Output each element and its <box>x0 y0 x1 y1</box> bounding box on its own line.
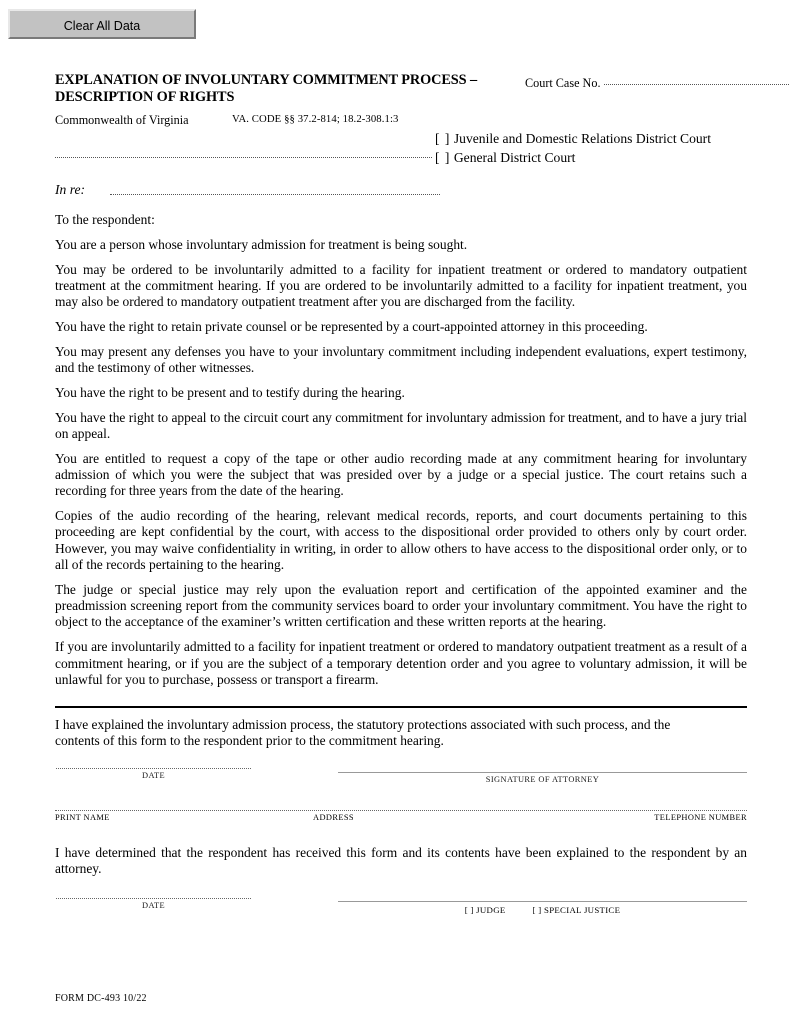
court-case-no-group <box>525 76 800 91</box>
gdc-checkbox[interactable]: [ ] <box>435 149 451 165</box>
judge-attestation-text: I have determined that the respondent has received this form and its contents have been explained to the respondent by an attorney. <box>55 845 747 877</box>
attorney-signature-label: SIGNATURE OF ATTORNEY <box>485 775 600 784</box>
court-case-no-input[interactable] <box>604 84 789 85</box>
in-re-label: In re: <box>55 182 86 197</box>
attorney-contact-labels <box>55 811 747 825</box>
clear-all-data-button[interactable]: Clear All Data <box>8 9 196 39</box>
court-type-gdc[interactable] <box>435 149 711 168</box>
commonwealth-label: Commonwealth of Virginia <box>55 113 189 127</box>
attorney-date-field-group <box>56 768 251 780</box>
jdr-checkbox[interactable]: [ ] <box>435 131 451 146</box>
jdr-label: Juvenile and Domestic Relations District Court <box>453 131 711 146</box>
judge-date-label: DATE <box>142 901 165 910</box>
body-text <box>55 212 747 697</box>
judge-signature-field-group <box>338 901 747 915</box>
body-paragraph: You have the right to appeal to the circuit court any commitment for involuntary admission for treatment, and to have a jury trial on appeal. <box>55 409 747 441</box>
gdc-label: General District Court <box>453 149 576 165</box>
salutation: To the respondent: <box>55 212 155 227</box>
judge-date-field-group <box>56 898 251 910</box>
section-divider <box>55 706 747 708</box>
form-number: FORM DC-493 10/22 <box>55 993 147 1004</box>
body-paragraph: You have the right to retain private counsel or be represented by a court-appointed attorney in this proceeding. <box>55 318 648 334</box>
print-name-label: PRINT NAME <box>55 813 110 822</box>
va-code-citation: VA. CODE §§ 37.2-814; 18.2-308.1:3 <box>232 113 399 125</box>
address-label: ADDRESS <box>313 813 354 822</box>
court-type-group <box>435 130 711 167</box>
special-justice-checkbox[interactable]: [ ] SPECIAL JUSTICE <box>532 905 621 915</box>
attorney-attestation-text: I have explained the involuntary admission process, the statutory protections associated with such process, and the contents of this form to the respondent prior to the commitment hearing. <box>55 717 671 749</box>
body-paragraph: You have the right to be present and to testify during the hearing. <box>55 384 405 400</box>
body-paragraph: Copies of the audio recording of the hearing, relevant medical records, reports, and court documents pertaining to this proceeding are kept confidential by the court, with access to the dispositional order provided to others only by court order. However, you may waive confidentiality in writing, in order to allow others to have access to the dispositional order only, or to all of the records pertaining to the hearing. <box>55 508 747 573</box>
attorney-contact-row <box>55 810 747 825</box>
telephone-number-label: TELEPHONE NUMBER <box>654 813 747 822</box>
judge-checkbox[interactable]: [ ] JUDGE <box>464 905 506 915</box>
body-paragraph: You are entitled to request a copy of the tape or other audio recording made at any commitment hearing for involuntary admission of which you were the subject that was presided over by a judge or a special justice. The court retains such a recording for three years from the date of the hearing. <box>55 450 747 499</box>
judge-role-checkboxes <box>338 902 747 915</box>
court-type-jdr[interactable] <box>435 130 711 149</box>
form-title-line-1: EXPLANATION OF INVOLUNTARY COMMITMENT PROCESS – <box>55 72 477 88</box>
form-title-line-2: DESCRIPTION OF RIGHTS <box>55 89 235 105</box>
in-re-group <box>55 182 440 198</box>
court-name-input[interactable] <box>55 157 432 158</box>
attorney-date-label: DATE <box>142 771 165 780</box>
in-re-input[interactable] <box>110 194 440 195</box>
body-paragraph: If you are involuntarily admitted to a facility for inpatient treatment or ordered to mandatory outpatient treatment as a result of a commitment hearing, or if you are the subject of a temporary detention order and you agree to voluntary admission, it will be unlawful for you to purchase, possess or transport a firearm. <box>55 639 747 687</box>
court-case-no-label: Court Case No. <box>525 76 601 90</box>
form-title <box>55 72 525 106</box>
body-paragraph: You may be ordered to be involuntarily admitted to a facility for inpatient treatment or ordered to mandatory outpatient treatment at the commitment hearing. If you are ordered to be involuntarily admitted to a facility for inpatient treatment, you may also be ordered to mandatory outpatient treatment after you are discharged from the facility. <box>55 261 747 310</box>
body-paragraph: You may present any defenses you have to your involuntary commitment including independent evaluations, expert testimony, and the testimony of other witnesses. <box>55 343 747 376</box>
attorney-signature-field-group <box>338 772 747 784</box>
body-paragraph: The judge or special justice may rely upon the evaluation report and certification of the appointed examiner and the preadmission screening report from the community services board to order your involuntary commitment. You have the right to object to the acceptance of the examiner’s written certification and these written reports at the hearing. <box>55 581 747 630</box>
body-paragraph: You are a person whose involuntary admission for treatment is being sought. <box>55 236 468 252</box>
